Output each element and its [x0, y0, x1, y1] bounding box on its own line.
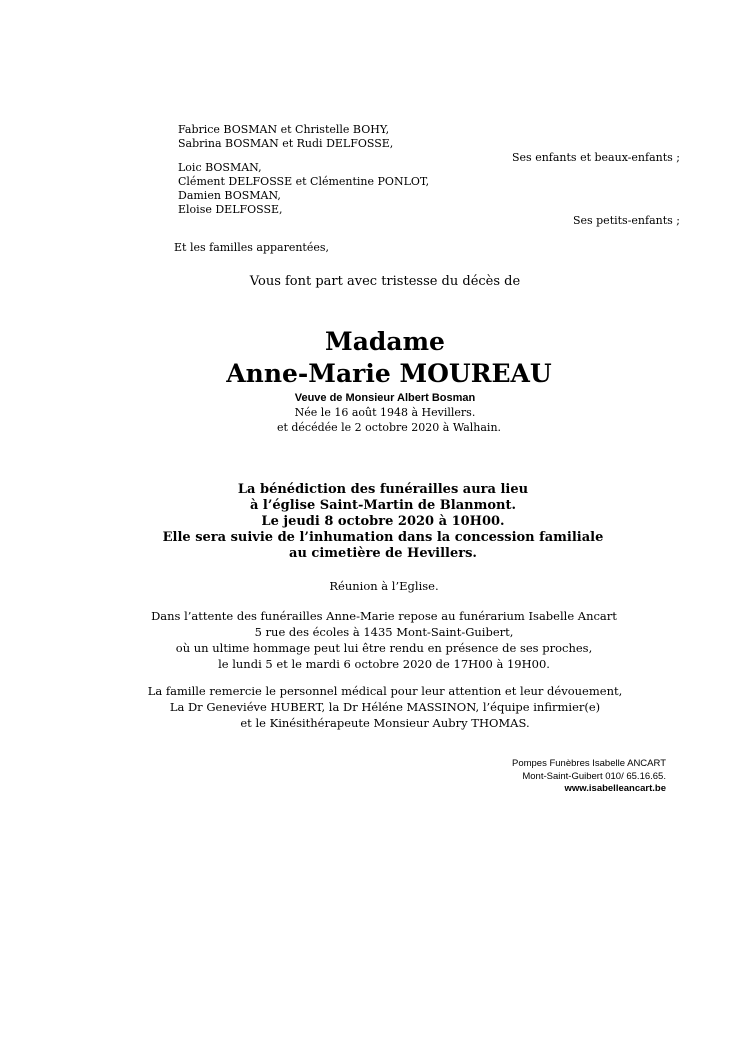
family-member: Clément DELFOSSE et Clémentine PONLOT, — [178, 175, 430, 188]
funeral-line: La bénédiction des funérailles aura lieu — [237, 482, 529, 497]
family-member: Damien BOSMAN, — [178, 189, 281, 202]
visitation-line: 5 rue des écoles à 1435 Mont-Saint-Guibert, — [254, 625, 514, 639]
funeral-line: au cimetière de Hevillers. — [289, 546, 477, 561]
visitation-details — [12, 608, 744, 672]
widow-of: Veuve de Monsieur Albert Bosman — [294, 392, 476, 404]
deceased-name: Anne-Marie MOUREAU — [226, 359, 552, 388]
funeral-line: Le jeudi 8 octobre 2020 à 10H00. — [261, 514, 505, 529]
funeral-details — [11, 482, 744, 562]
thanks-line: La Dr Geneviéve HUBERT, la Dr Héléne MASSINON, l’équipe infirmier(e) — [169, 700, 601, 714]
grandchildren-label: Ses petits-enfants ; — [572, 214, 680, 227]
funeral-line: à l’église Saint-Martin de Blanmont. — [249, 498, 517, 513]
thanks-line: La famille remercie le personnel médical pour leur attention et leur dévouement, — [147, 684, 623, 698]
family-member: Loic BOSMAN, — [178, 161, 262, 174]
death-line: et décédée le 2 octobre 2020 à Walhain. — [276, 421, 502, 434]
family-member: Eloise DELFOSSE, — [178, 203, 283, 216]
birth-line: Née le 16 août 1948 à Hevillers. — [294, 406, 476, 419]
funeral-home-name: Pompes Funèbres Isabelle ANCART — [511, 758, 666, 769]
relatives-line: Et les familles apparentées, — [174, 241, 330, 254]
visitation-line: où un ultime hommage peut lui être rendu en présence de ses proches, — [175, 641, 593, 655]
thanks-details — [13, 683, 744, 731]
visitation-line: le lundi 5 et le mardi 6 octobre 2020 de 17H00 à 19H00. — [218, 657, 550, 671]
children-label: Ses enfants et beaux-enfants ; — [512, 151, 680, 164]
family-member: Fabrice BOSMAN et Christelle BOHY, — [178, 123, 390, 136]
grandchildren-names — [178, 161, 429, 217]
funeral-home-address: Mont-Saint-Guibert 010/ 65.16.65. — [522, 770, 666, 782]
funeral-home-website: www.isabelleancart.be — [564, 783, 666, 794]
children-names — [178, 123, 393, 151]
funeral-home-footer — [512, 758, 666, 796]
family-member: Sabrina BOSMAN et Rudi DELFOSSE, — [178, 137, 394, 150]
deceased-title: Madame — [325, 327, 445, 356]
meeting-line: Réunion à l’Eglise. — [329, 579, 439, 593]
visitation-line: Dans l’attente des funérailles Anne-Marie repose au funérarium Isabelle Ancart — [151, 609, 617, 623]
funeral-line: Elle sera suivie de l’inhumation dans la concession familiale — [162, 530, 604, 545]
announcement-intro: Vous font part avec tristesse du décès de — [249, 274, 521, 289]
thanks-line: et le Kinésithérapeute Monsieur Aubry THOMAS. — [240, 716, 530, 730]
